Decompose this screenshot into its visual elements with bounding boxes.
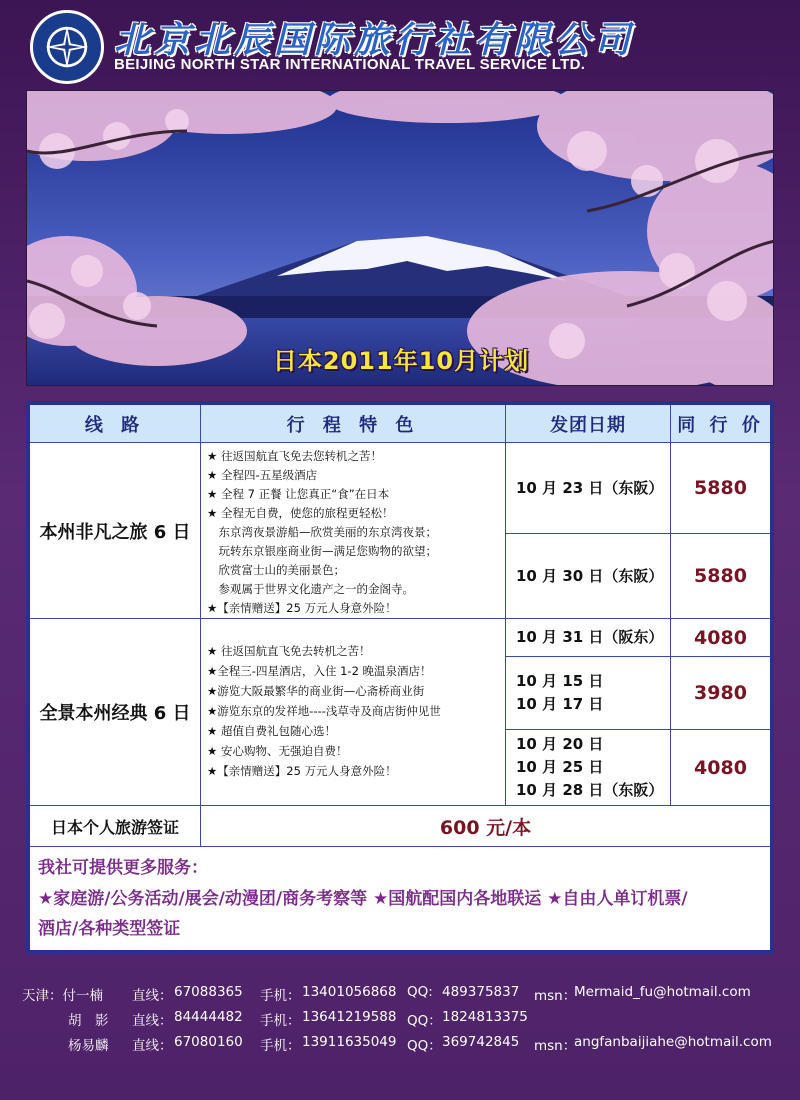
route-2-date-1 bbox=[506, 619, 671, 657]
contact-name: 杨易麟 bbox=[68, 1038, 109, 1054]
msn-address: Mermaid_fu@hotmail.com bbox=[574, 984, 751, 1000]
feature-line: ★全程三-四星酒店，入住 1-2 晚温泉酒店！ bbox=[207, 664, 432, 678]
route-2-date-3 bbox=[506, 730, 671, 806]
header-departure-date: 发团日期 bbox=[506, 405, 671, 443]
services-section bbox=[30, 847, 770, 950]
qq-label: QQ： bbox=[407, 1038, 442, 1054]
contact-name: 天津：付一楠 bbox=[22, 988, 103, 1004]
header-route: 线 路 bbox=[30, 405, 201, 443]
route-2-date-2 bbox=[506, 657, 671, 730]
qq-number: 489375837 bbox=[442, 984, 520, 1000]
compass-star-icon bbox=[33, 13, 101, 81]
header bbox=[0, 0, 800, 88]
mobile-label: 手机： bbox=[260, 988, 301, 1004]
header-price: 同 行 价 bbox=[671, 405, 770, 443]
direct-number: 67080160 bbox=[174, 1034, 243, 1050]
feature-line: 参观属于世界文化遗产之一的金阁寺。 bbox=[207, 582, 414, 596]
contact-name: 胡 影 bbox=[68, 1013, 109, 1029]
services-list bbox=[38, 884, 762, 944]
feature-line: ★ 超值自费礼包随心选！ bbox=[207, 724, 336, 738]
hero-title: 日本2011年10月计划 bbox=[272, 347, 530, 375]
header-features: 行 程 特 色 bbox=[201, 405, 506, 443]
visa-price: 600 元/本 bbox=[201, 806, 770, 847]
contact-row bbox=[22, 1034, 792, 1059]
date-line: 10 月 25 日 bbox=[516, 758, 604, 776]
route-2-price-3: 4080 bbox=[671, 730, 770, 806]
contact-row bbox=[22, 984, 792, 1009]
feature-line: ★【亲情赠送】25 万元人身意外险！ bbox=[207, 764, 397, 778]
date-line: 10 月 28 日（东阪） bbox=[516, 781, 664, 799]
feature-line: ★ 往返国航直飞免去转机之苦！ bbox=[207, 644, 371, 658]
services-line: 酒店/各种类型签证 bbox=[38, 919, 181, 939]
date-line: 10 月 31 日（阪东） bbox=[516, 628, 664, 646]
route-1-features bbox=[201, 443, 506, 619]
date-line: 10 月 23 日（东阪） bbox=[516, 478, 664, 497]
feature-line: 东京湾夜景游船—欣赏美丽的东京湾夜景； bbox=[207, 525, 437, 539]
qq-label: QQ： bbox=[407, 1013, 442, 1029]
route-1-price-1: 5880 bbox=[671, 443, 770, 534]
msn-address: angfanbaijiahe@hotmail.com bbox=[574, 1034, 772, 1050]
direct-label: 直线： bbox=[132, 1038, 173, 1054]
route-2-price-1: 4080 bbox=[671, 619, 770, 657]
company-name-en: BEIJING NORTH STAR INTERNATIONAL TRAVEL SERVICE LTD. bbox=[114, 56, 586, 73]
route-2-features bbox=[201, 619, 506, 806]
mobile-number: 13911635049 bbox=[302, 1034, 397, 1050]
feature-line: ★游览东京的发祥地----浅草寺及商店街仲见世 bbox=[207, 704, 441, 718]
route-1-price-2: 5880 bbox=[671, 534, 770, 619]
route-1-name: 本州非凡之旅 6 日 bbox=[30, 443, 201, 619]
direct-number: 84444482 bbox=[174, 1009, 243, 1025]
feature-line: 欣赏富士山的美丽景色； bbox=[207, 563, 345, 577]
direct-label: 直线： bbox=[132, 988, 173, 1004]
visa-label: 日本个人旅游签证 bbox=[30, 806, 201, 847]
feature-line: ★ 往返国航直飞免去您转机之苦！ bbox=[207, 449, 382, 463]
msn-label: msn： bbox=[534, 988, 577, 1004]
route-2-name: 全景本州经典 6 日 bbox=[30, 619, 201, 806]
qq-number: 369742845 bbox=[442, 1034, 520, 1050]
date-line: 10 月 30 日（东阪） bbox=[516, 566, 664, 585]
feature-line: ★游览大阪最繁华的商业街—心斋桥商业街 bbox=[207, 684, 425, 698]
contacts bbox=[22, 984, 792, 1059]
route-1-date-2 bbox=[506, 534, 671, 619]
feature-line: 玩转东京银座商业街—满足您购物的欲望； bbox=[207, 544, 437, 558]
itinerary-table bbox=[26, 401, 774, 954]
direct-label: 直线： bbox=[132, 1013, 173, 1029]
hero-image bbox=[26, 90, 774, 386]
feature-line: ★ 全程无自费，使您的旅程更轻松！ bbox=[207, 506, 394, 520]
company-logo bbox=[30, 10, 104, 84]
services-line: ★家庭游/公务活动/展会/动漫团/商务考察等 ★国航配国内各地联运 ★自由人单订机票/ bbox=[38, 889, 688, 909]
route-2-price-2: 3980 bbox=[671, 657, 770, 730]
qq-label: QQ: bbox=[407, 984, 433, 1000]
mobile-label: 手机： bbox=[260, 1038, 301, 1054]
feature-line: ★ 全程 7 正餐 让您真正“食”在日本 bbox=[207, 487, 390, 501]
direct-number: 67088365 bbox=[174, 984, 243, 1000]
company-name-cn: 北京北辰国际旅行社有限公司 bbox=[114, 20, 635, 61]
mobile-label: 手机： bbox=[260, 1013, 301, 1029]
msn-label: msn： bbox=[534, 1038, 577, 1054]
feature-line: ★ 全程四-五星级酒店 bbox=[207, 468, 318, 482]
date-line: 10 月 20 日 bbox=[516, 735, 604, 753]
services-title: 我社可提供更多服务： bbox=[38, 858, 208, 878]
date-line: 10 月 15 日 bbox=[516, 672, 604, 690]
mobile-number: 13401056868 bbox=[302, 984, 397, 1000]
qq-number: 1824813375 bbox=[442, 1009, 528, 1025]
feature-line: ★ 安心购物、无强迫自费！ bbox=[207, 744, 348, 758]
feature-line: ★【亲情赠送】25 万元人身意外险！ bbox=[207, 601, 397, 615]
contact-row bbox=[22, 1009, 792, 1034]
mobile-number: 13641219588 bbox=[302, 1009, 397, 1025]
route-1-date-1 bbox=[506, 443, 671, 534]
date-line: 10 月 17 日 bbox=[516, 695, 604, 713]
